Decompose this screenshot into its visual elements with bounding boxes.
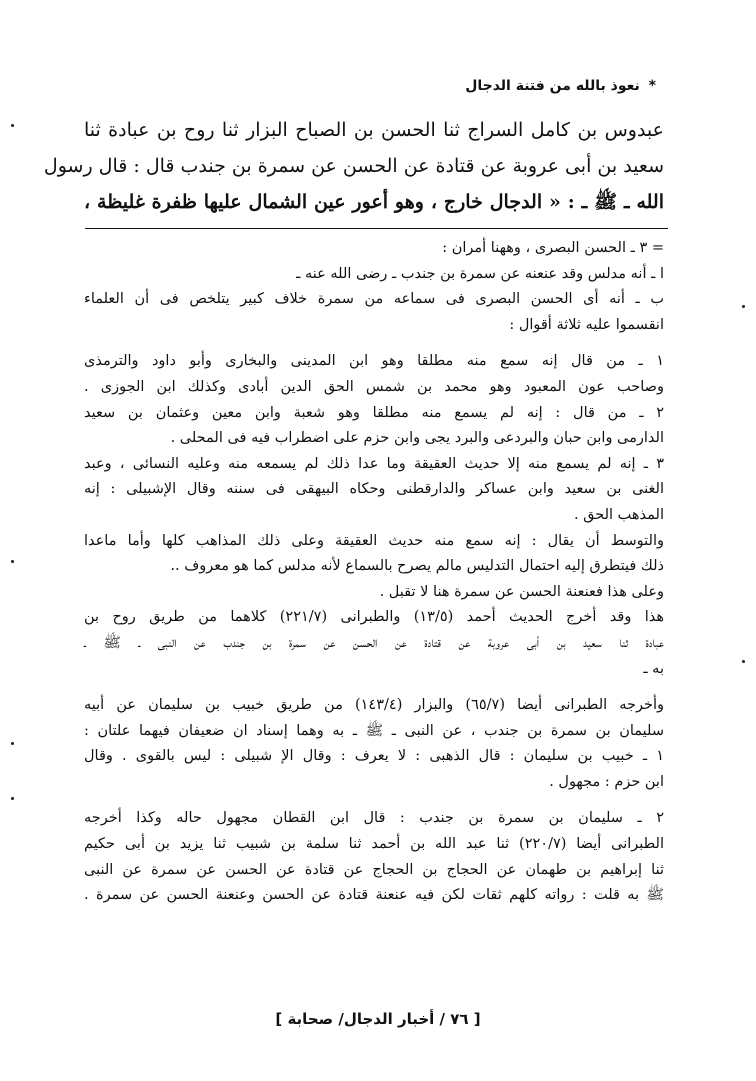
footnote-line: ١ ـ من قال إنه سمع منه مطلقا وهو ابن المدينى والبخارى وأبو داود والترمذى (84, 353, 664, 370)
footnote-line: عبادة ثنا سعيد بن أبى عروبة عن قتادة عن الحسن عن سمرة بن جندب عن النبى ـ ﷺ ـ (84, 634, 664, 651)
footnote-line: انقسموا عليه ثلاثة أقوال : (509, 316, 664, 333)
paragraph-gap (84, 682, 664, 693)
footnote-line: وصاحب عون المعبود وهو محمد بن شمس الحق الدين أبادى وكذلك ابن الجوزى . (84, 378, 664, 395)
footnote-line: هذا وقد أخرج الحديث أحمد (١٣/٥) والطبرانى (٢٢١/٧) كلاهما من طريق روح بن (84, 609, 664, 626)
footnote-line: ٢ ـ سليمان بن سمرة بن جندب : قال ابن القطان مجهول حاله وكذا أخرجه (84, 810, 664, 827)
main-text (43, 112, 664, 220)
main-text-line: عبدوس بن كامل السراج ثنا الحسن بن الصباح البزار ثنا روح بن عبادة ثنا (84, 119, 664, 141)
footnote-line: الدارمى وابن حبان والبردعى والبرد يجى وابن حزم على اضطراب فيه فى المحلى . (170, 430, 664, 447)
footnote-line: ب ـ أنه أى الحسن البصرى فى سماعه من سمرة خلاف كبير يتلخص فى أن العلماء (84, 291, 664, 308)
footnote-line: ١ ـ خبيب بن سليمان : قال الذهبى : لا يعرف : وقال الإ شبيلى : ليس بالقوى . وقال (84, 748, 664, 765)
footnote-line: وأخرجه الطبرانى أيضا (٦٥/٧) والبزار (١٤٣/٤) من طريق خبيب بن سليمان عن أبيه (84, 697, 664, 714)
footnote-line: سليمان بن سمرة بن جندب ، عن النبى ـ ﷺ ـ به وهما إسناد ان ضعيفان فيهما علتان : (84, 722, 664, 739)
paragraph-gap (84, 338, 664, 349)
footnotes (84, 236, 664, 909)
footnote-line: ٢ ـ من قال : إنه لم يسمع منه مطلقا وهو شعبة وابن معين وعثمان بن سعيد (84, 404, 664, 421)
page-footer: [ ٧٦ / أخبار الدجال/ صحابة ] (275, 1010, 481, 1028)
paragraph-gap (84, 795, 664, 806)
margin-mark (11, 742, 14, 745)
margin-mark (742, 660, 745, 663)
hadith-quote-line: الله ـ ﷺ ـ : « الدجال خارج ، وهو أعور عين الشمال عليها ظفرة غليظة ، (84, 191, 664, 213)
footnote-line: ٣ ـ إنه لم يسمع منه إلا حديث العقيقة وما عدا ذلك لم يسمعه منه وعليه النسائى ، وعبد (84, 455, 664, 472)
header-text: نعوذ بالله من فتنة الدجال (465, 78, 640, 94)
footnote-line: ثنا إبراهيم بن طهمان عن الحجاج بن الحجاج عن قتادة عن الحسن عن سمرة عن النبى (84, 861, 664, 878)
footnote-line: الغنى بن سعيد وابن عساكر والدارقطنى وحكاه البيهقى فى سننه وقال الإشبيلى : إنه (84, 481, 664, 498)
margin-mark (11, 124, 14, 127)
footnote-line: = ٣ ـ الحسن البصرى ، وههنا أمران : (442, 240, 664, 256)
footnote-separator (85, 228, 668, 229)
footnote-line: الطبرانى أيضا (٢٢٠/٧) ثنا عبد الله بن أحمد ثنا سلمة بن شبيب ثنا يزيد بن أبى حكيم (84, 836, 664, 853)
running-header (465, 78, 656, 94)
header-star: * (648, 78, 656, 94)
footnote-line: ذلك فيتطرق إليه احتمال التدليس مالم يصرح بالسماع لأنه مدلس كما هو معروف .. (170, 558, 664, 575)
footnote-line: وعلى هذا فعنعنة الحسن عن سمرة هنا لا تقبل . (379, 583, 664, 600)
footnote-line: به ـ (643, 660, 664, 677)
margin-mark (11, 560, 14, 563)
footnote-line: ابن حزم : مجهول . (549, 773, 664, 790)
main-text-line: سعيد بن أبى عروبة عن قتادة عن الحسن عن سمرة بن جندب قال : قال رسول (43, 155, 664, 177)
margin-mark (742, 305, 745, 308)
footnote-line: ا ـ أنه مدلس وقد عنعنه عن سمرة بن جندب ـ رضى الله عنه ـ (296, 265, 664, 282)
footnote-line: المذهب الحق . (573, 506, 664, 523)
footnote-line: ﷺ به قلت : رواته كلهم ثقات لكن فيه عنعنة قتادة عن الحسن وعنعنة الحسن عن سمرة . (84, 887, 664, 904)
margin-mark (11, 797, 14, 800)
footnote-line: والتوسط أن يقال : إنه سمع منه حديث العقيقة وعلى ذلك المذاهب كلها وأما ماعدا (84, 532, 664, 549)
